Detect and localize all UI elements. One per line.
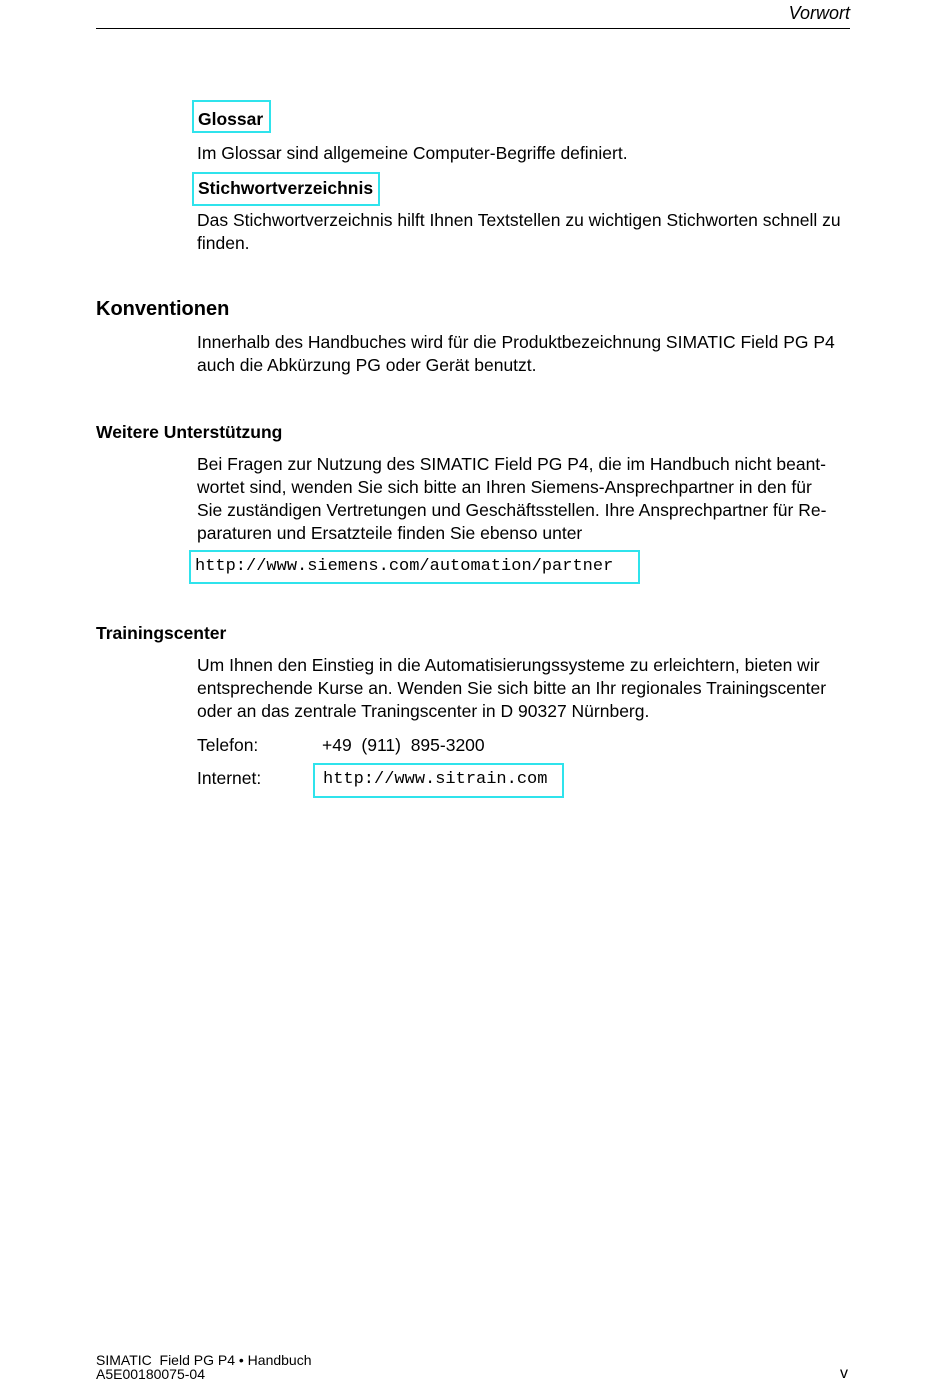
header-divider [96, 28, 850, 29]
siemens-partner-link[interactable]: http://www.siemens.com/automation/partner [195, 557, 614, 576]
unterstuetzung-line-1: Bei Fragen zur Nutzung des SIMATIC Field PG P4, die im Handbuch nicht beant- [197, 454, 827, 474]
stichwort-heading[interactable]: Stichwortverzeichnis [198, 178, 374, 198]
page-number: v [840, 1365, 848, 1382]
footer-product: SIMATIC Field PG P4 • Handbuch [96, 1352, 312, 1368]
siemens-partner-link-box[interactable] [189, 550, 640, 584]
glossar-heading[interactable]: Glossar [198, 109, 264, 129]
header-title: Vorwort [788, 3, 850, 23]
training-line-3: oder an das zentrale Traningscenter in D 90327 Nürnberg. [197, 701, 650, 721]
training-line-1: Um Ihnen den Einstieg in die Automatisierungssysteme zu erleichtern, bieten wir [197, 655, 820, 675]
glossar-text: Im Glossar sind allgemeine Computer-Begriffe definiert. [197, 143, 628, 163]
unterstuetzung-line-4: paraturen und Ersatzteile finden Sie ebenso unter [197, 523, 583, 543]
internet-label: Internet: [197, 768, 262, 788]
sitrain-link-box[interactable] [313, 763, 564, 798]
unterstuetzung-line-3: Sie zuständigen Vertretungen und Geschäftsstellen. Ihre Ansprechpartner für Re- [197, 500, 827, 520]
glossar-heading-box[interactable] [192, 100, 271, 133]
phone-label: Telefon: [197, 735, 259, 755]
training-heading: Trainingscenter [96, 623, 227, 643]
phone-value: +49 (911) 895-3200 [322, 735, 485, 755]
unterstuetzung-line-2: wortet sind, wenden Sie sich bitte an Ihren Siemens-Ansprechpartner in den für [197, 477, 812, 497]
footer-doc-number: A5E00180075-04 [96, 1366, 205, 1382]
stichwort-text: Das Stichwortverzeichnis hilft Ihnen Textstellen zu wichtigen Stichworten schnell zu finden. [197, 210, 841, 253]
sitrain-link[interactable]: http://www.sitrain.com [323, 770, 548, 789]
konventionen-text: Innerhalb des Handbuches wird für die Produktbezeichnung SIMATIC Field PG P4 auch die Abkürzung PG oder Gerät benutzt. [197, 332, 835, 375]
stichwort-heading-box[interactable] [192, 172, 380, 206]
unterstuetzung-heading: Weitere Unterstützung [96, 422, 283, 442]
konventionen-heading: Konventionen [96, 298, 230, 320]
training-line-2: entsprechende Kurse an. Wenden Sie sich bitte an Ihr regionales Trainingscenter [197, 678, 827, 698]
